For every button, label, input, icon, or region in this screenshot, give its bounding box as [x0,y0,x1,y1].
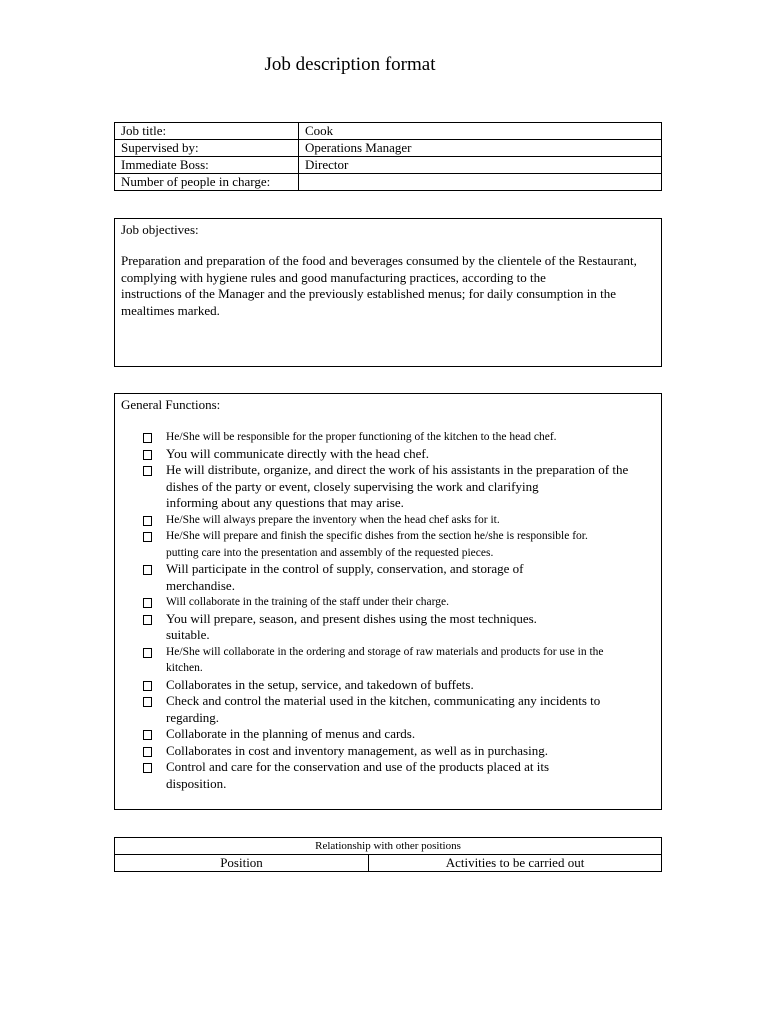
checkbox-bullet-icon [143,516,152,526]
function-item-line: He/She will prepare and finish the specific dishes from the section he/she is responsible for. [166,530,588,542]
function-item-line: kitchen. [166,662,203,674]
function-item [143,561,655,594]
checkbox-bullet-icon [143,433,152,443]
function-item-line: Collaborate in the planning of menus and cards. [166,726,416,741]
function-item-line: informing about any questions that may arise. [166,495,404,510]
checkbox-bullet-icon [143,450,152,460]
table-row [115,140,662,157]
function-item-line: He/She will be responsible for the proper functioning of the kitchen to the head chef. [166,431,557,443]
function-item-line: disposition. [166,775,227,791]
checkbox-bullet-icon [143,681,152,691]
supervised-by-label: Supervised by: [115,140,299,157]
job-objectives-text [121,253,657,319]
job-title-value: Cook [299,123,662,140]
objective-line: Preparation and preparation of the food and beverages consumed by the clientele of the Restaurant, [121,253,637,268]
checkbox-bullet-icon [143,565,152,575]
function-item [143,512,655,529]
job-objectives-label: Job objectives: [121,222,199,237]
function-item [143,677,655,694]
objective-line: mealtimes marked. [121,302,220,318]
function-item-line: suitable. [166,627,210,642]
objective-line: complying with hygiene rules and good manufacturing practices, according to the [121,269,546,285]
checkbox-bullet-icon [143,615,152,625]
function-item-line: Will collaborate in the training of the staff under their charge. [166,596,449,608]
function-item [143,462,655,512]
function-item-line: Will participate in the control of supply, conservation, and storage of [166,561,524,576]
people-in-charge-value [299,174,662,191]
supervised-by-value: Operations Manager [299,140,662,157]
function-item [143,528,655,561]
relationship-table [114,837,662,872]
function-item [143,446,655,463]
people-in-charge-label: Number of people in charge: [115,174,299,191]
function-item [143,726,655,743]
immediate-boss-label: Immediate Boss: [115,157,299,174]
job-info-table [114,122,662,191]
function-item-line: You will communicate directly with the head chef. [166,445,429,461]
table-row [115,123,662,140]
page-title: Job description format [264,54,436,75]
table-row [115,855,662,872]
table-row [115,174,662,191]
function-item-line: He will distribute, organize, and direct the work of his assistants in the preparation of the [166,462,629,477]
checkbox-bullet-icon [143,730,152,740]
position-column-header: Position [115,855,369,872]
function-item-line: He/She will always prepare the inventory when the head chef asks for it. [166,513,500,526]
checkbox-bullet-icon [143,648,152,658]
function-item-line: merchandise. [166,577,235,593]
function-item [143,693,655,726]
job-title-label: Job title: [115,123,299,140]
function-item-line: regarding. [166,709,220,725]
general-functions-label: General Functions: [121,397,221,412]
function-item-line: You will prepare, season, and present dishes using the most techniques. [166,610,537,626]
function-item [143,594,655,611]
checkbox-bullet-icon [143,598,152,608]
function-item [143,759,655,792]
functions-list [143,429,655,792]
general-functions-box [114,393,662,810]
function-item [143,429,655,446]
objective-line: instructions of the Manager and the previously established menus; for daily consumption in the [121,286,616,301]
function-item-line: Collaborates in the setup, service, and takedown of buffets. [166,676,474,692]
job-objectives-box [114,218,662,367]
checkbox-bullet-icon [143,763,152,773]
function-item-line: Control and care for the conservation and use of the products placed at its [166,759,550,774]
checkbox-bullet-icon [143,697,152,707]
immediate-boss-value: Director [299,157,662,174]
table-row [115,838,662,855]
checkbox-bullet-icon [143,532,152,542]
function-item [143,743,655,760]
function-item-line: putting care into the presentation and assembly of the requested pieces. [166,546,494,559]
checkbox-bullet-icon [143,747,152,757]
table-row [115,157,662,174]
function-item-line: Check and control the material used in the kitchen, communicating any incidents to [166,693,601,708]
function-item-line: Collaborates in cost and inventory management, as well as in purchasing. [166,742,548,758]
relationship-header: Relationship with other positions [115,838,662,855]
checkbox-bullet-icon [143,466,152,476]
activities-column-header: Activities to be carried out [369,855,662,872]
function-item-line: dishes of the party or event, closely supervising the work and clarifying [166,478,539,494]
function-item [143,644,655,677]
function-item [143,611,655,644]
function-item-line: He/She will collaborate in the ordering and storage of raw materials and products for use in the [166,645,604,658]
